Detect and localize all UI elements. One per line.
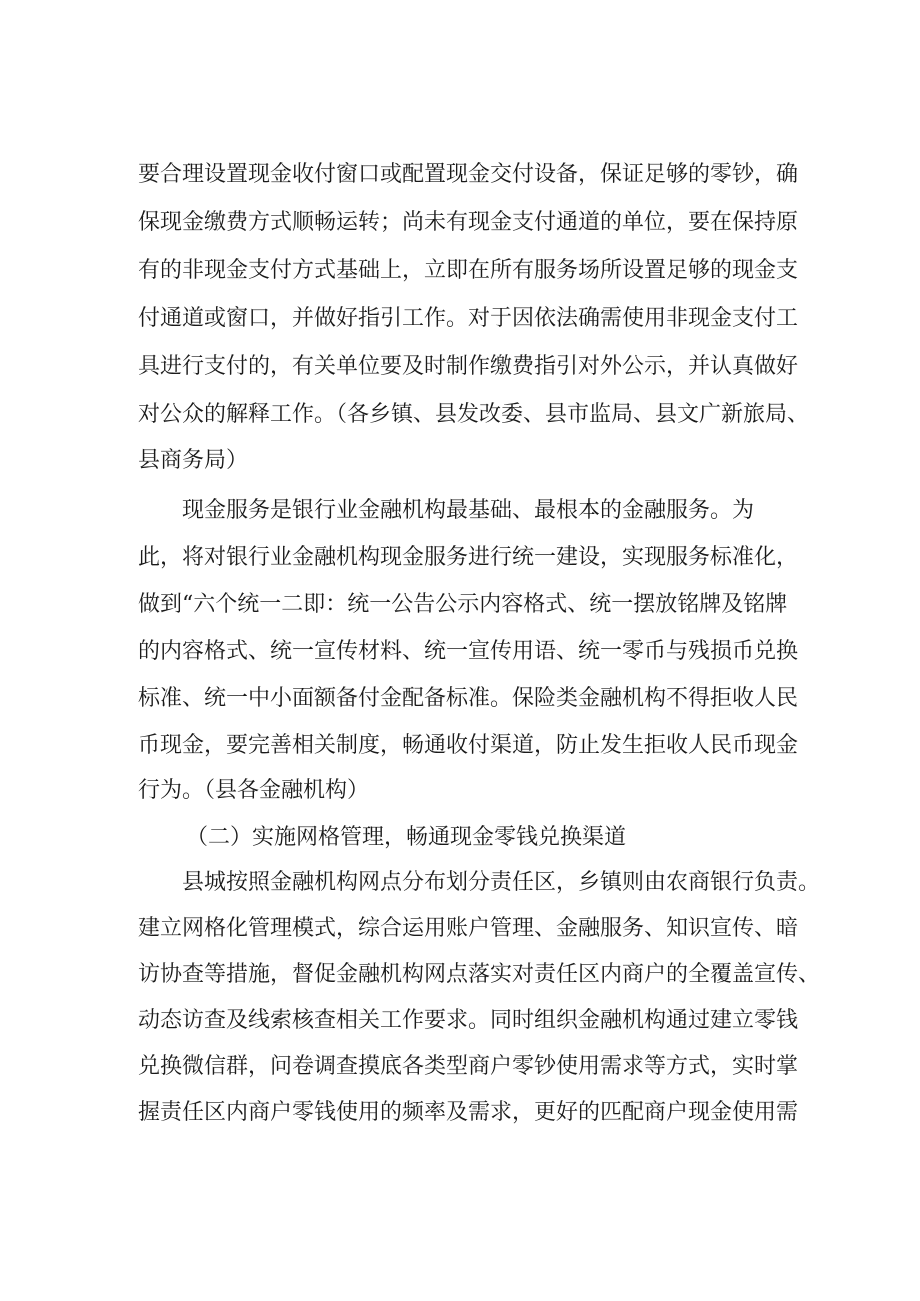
paragraph-line: 兑换微信群，问卷调查摸底各类型商户零钞使用需求等方式，实时掌 (138, 1054, 799, 1079)
paragraph-line: 付通道或窗口，并做好指引工作。对于因依法确需使用非现金支付工 (138, 306, 799, 331)
paragraph-line: 行为。（县各金融机构） (138, 778, 370, 803)
paragraph-line: 建立网格化管理模式，综合运用账户管理、金融服务、知识宣传、暗 (138, 916, 799, 941)
paragraph-line: 县商务局） (138, 448, 249, 473)
paragraph-line: 保现金缴费方式顺畅运转；尚未有现金支付通道的单位，要在保持原 (138, 210, 799, 235)
paragraph-line: 对公众的解释工作。（各乡镇、县发改委、县市监局、县文广新旅局、 (138, 402, 810, 427)
paragraph-line: 要合理设置现金收付窗口或配置现金交付设备，保证足够的零钞，确 (138, 162, 799, 187)
paragraph-line: 现金服务是银行业金融机构最基础、最根本的金融服务。为 (182, 498, 755, 523)
paragraph-line: 具进行支付的，有关单位要及时制作缴费指引对外公示，并认真做好 (138, 354, 799, 379)
paragraph-line: 的内容格式、统一宣传材料、统一宣传用语、统一零币与残损币兑换 (138, 639, 799, 664)
paragraph-line: 标准、统一中小面额备付金配备标准。保险类金融机构不得拒收人民 (138, 686, 799, 711)
paragraph-line: 握责任区内商户零钱使用的频率及需求，更好的匹配商户现金使用需 (138, 1100, 799, 1125)
paragraph-line: 县城按照金融机构网点分布划分责任区，乡镇则由农商银行负责。 (182, 870, 821, 895)
paragraph-line: 做到“六个统一二即：统一公告公示内容格式、统一摆放铭牌及铭牌 (138, 592, 788, 617)
paragraph-line: 币现金，要完善相关制度，畅通收付渠道，防止发生拒收人民币现金 (138, 733, 799, 758)
paragraph-line: 访协查等措施，督促金融机构网点落实对责任区内商户的全覆盖宣传、 (138, 962, 821, 987)
paragraph-line: 此，将对银行业金融机构现金服务进行统一建设，实现服务标准化， (138, 545, 799, 570)
section-heading: （二）实施网格管理，畅通现金零钱兑换渠道 (186, 825, 627, 850)
paragraph-line: 动态访查及线索核查相关工作要求。同时组织金融机构通过建立零钱 (138, 1008, 799, 1033)
paragraph-line: 有的非现金支付方式基础上，立即在所有服务场所设置足够的现金支 (138, 258, 799, 283)
